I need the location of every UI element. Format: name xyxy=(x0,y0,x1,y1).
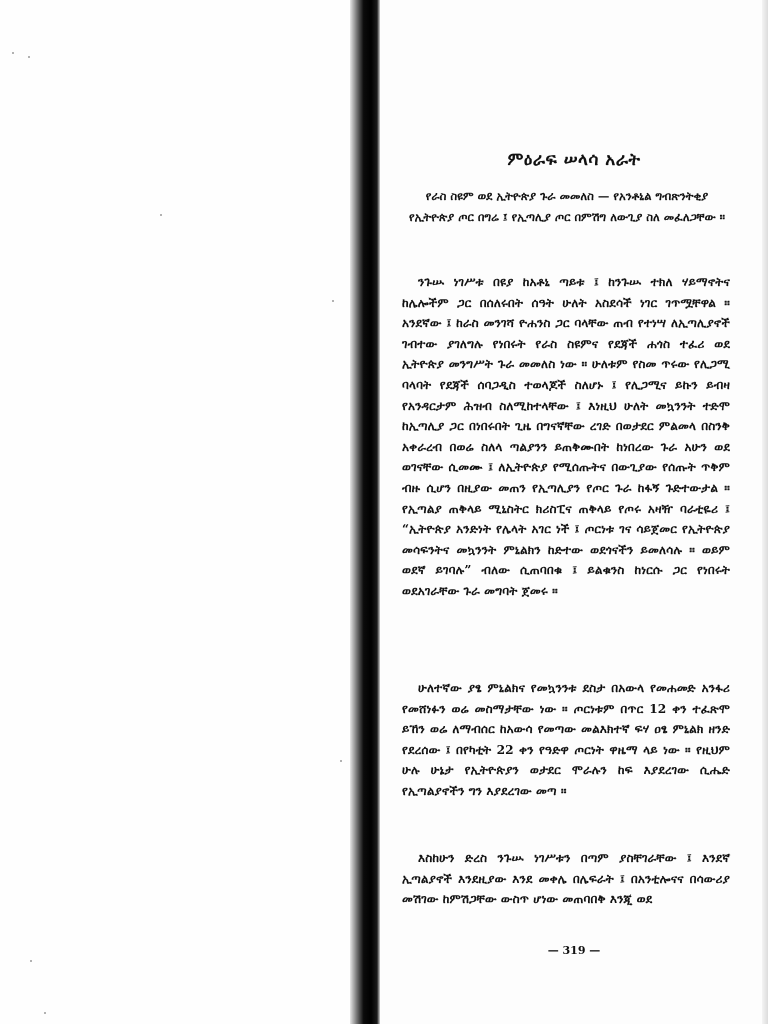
scan-speckle xyxy=(12,52,14,54)
scan-speckle xyxy=(44,1012,46,1014)
page-edge xyxy=(762,0,768,1024)
scan-speckle xyxy=(30,960,32,962)
page-number: — 319 — xyxy=(547,944,601,957)
body-paragraph-3: እስከሁን ድረስ ንጉሡ ነገሥቱን በጣም ያስቸገራቸው ፤ እንደኛ ኢጣልያኖች እንደዚያው እንደ መቀሌ በሌፍራት ፤ በአንቲሎናና በሳውሪያ መሽገው ከምሽጋቸው ውስጥ ሆነው መጠባበቅ እንጂ ወደ xyxy=(402,851,730,907)
body-paragraph-1: ንጉሡ ነገሥቱ በዩያ ከአቶኒ ጣይቱ ፤ ከንጉሡ ተክለ ሃይማኖትና ከሌሎችም ጋር በሰለሩበት ሰዓት ሁለት አስደሳች ነገር ገጥሟቸዋል ። አንደኛው ፤ ከራስ መንገሻ ዮሐንስ ጋር ባላቸው ጠብ የተነሣ ለኢጣሊያኖች ገብተው ያገለግሉ የነበሩት የራስ ስዩምና የደጃች ሐጎስ ተፈሪ ወደ ኢትዮጵያ መንግሥት ጉራ መመለስ ነው ። ሁለቱም የስመ ጥሩው የሊጋሚ ባላባት የደጃች ሰባጋዲስ ተወላጆች ስለሆኑ ፤ የሊጋሚና ይኩን ይብዛ የአንዳርታም ሕዝብ ስለሚከተላቸው ፤ እነዚህ ሁለት መኳንንት ተድሞ ከኢጣሊያ ጋር በነበሩበት ጊዜ በግናኛቸው ረገድ በወታደር ምልመላ በስንቅ አቀራረብ በወሬ ስለላ ጣልያንን ይጠቅሙበት ከነበረው ጉራ አሁን ወደ ወገናቸው ሲመሙ ፤ ለኢትዮጵያ የሚሰጡትና በውጊያው የሰጡት ጥቅም ብዙ ሲሆን በዚያው መጠን የኢጣሊያን የጦር ጉራ ከፋኝ ጉድተውታል ። የኢጣልያ ጠቅላይ ሚኒስትር ክሪስፒና ጠቅላይ የጦሩ አዛዥ ባራቲዬሪ ፤ “ኢትዮጵያ አንድነት የሌላት አገር ነች ፤ ጦርነቱ ገና ሳይጀመር የኢትዮጵያ መሳፍንትና መኳንንት ምኒልክን ከድተው ወደጎናችን ይመለሳሉ ። ወይም ወደኛ ይገባሉ” ብለው ሲጠባበቁ ፤ ይልቁንስ ከነርሱ ጋር የነበሩት ወደአገራቸው ጉራ መግባት ጀመሩ ። xyxy=(402,275,730,598)
right-page xyxy=(380,0,768,1024)
body-paragraph-2: ሁለተኛው ያፄ ምኒልክና የመኳንንቱ ደስታ በአውላ የመሐመድ አንፋሪ የመሸነፉን ወሬ መስማታቸው ነው ። ጦርነቱም በጥር 12 ቀን ተፈጽሞ ይኸን ወሬ ለማብሰር ከአውሳ የመጣው መልእክተኛ ፍሃ ዐፄ ምኒልክ ዘንድ የደረሰው ፤ በየካቲት 22 ቀን የዓድዋ ጦርነት ዋዜማ ላይ ነው ። የዚህም ሁሉ ሁኔታ የኢትዮጵያን ወታደር ሞራሉን ከፍ እያደረገው ሲሔድ የኢጣልያኖችን ግን እያደረገው መጣ ። xyxy=(402,681,730,798)
chapter-title: ምዕራፍ ሠላሳ አራት xyxy=(507,150,641,170)
scan-speckle xyxy=(332,300,334,302)
scan-speckle xyxy=(160,214,162,216)
left-page-blank xyxy=(0,0,350,1024)
scan-speckle xyxy=(340,760,342,762)
book-gutter-shadow xyxy=(350,0,380,1024)
scan-speckle xyxy=(28,56,30,58)
chapter-subtitle: የራስ ስዩም ወደ ኢትዮጵያ ጉራ መመለስ — የአንቶኒል ግብጽንትቂያ የኢትዮጵያ ጦር በግሬ ፤ የኢጣሊያ ጦር በምሽግ ለውጊያ ስለ መፈለጋቸው ። xyxy=(409,189,725,224)
